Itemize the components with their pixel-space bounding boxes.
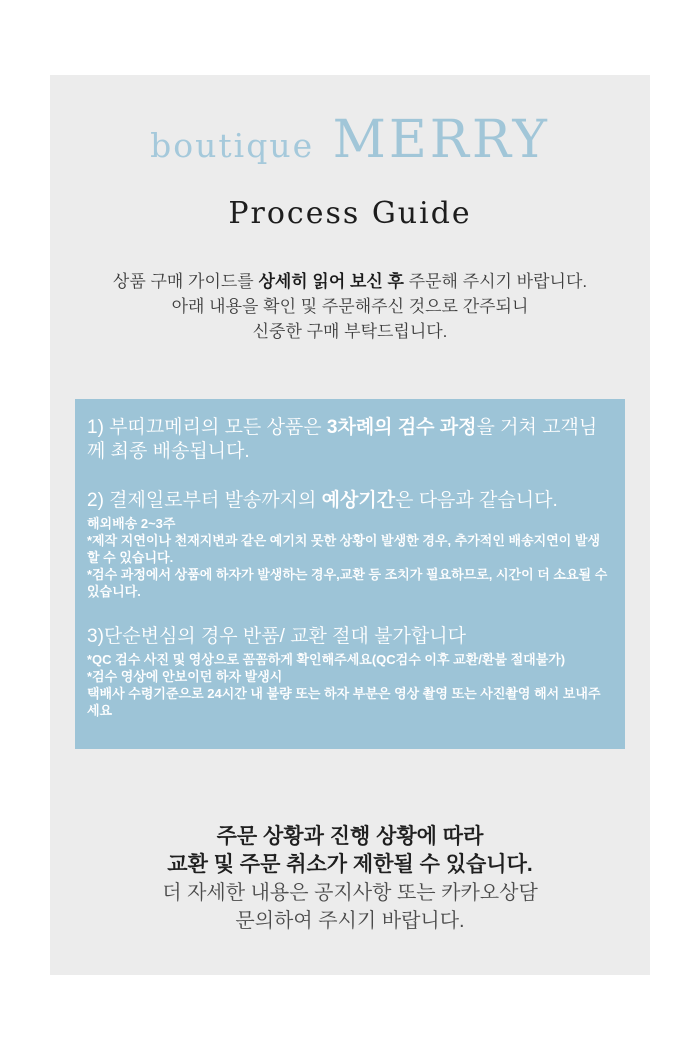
footer-notice bbox=[75, 823, 625, 935]
guide-card bbox=[50, 75, 650, 975]
intro-paragraph bbox=[75, 269, 625, 344]
notice-item-2-post: 은 다음과 같습니다. bbox=[395, 490, 558, 511]
notice-item-3-note-2: *검수 영상에 안보이던 하자 발생시 bbox=[87, 669, 283, 684]
notice-box bbox=[75, 399, 625, 749]
intro-line-1-bold: 상세히 읽어 보신 후 bbox=[258, 272, 404, 291]
notice-item-2-heading bbox=[87, 489, 611, 513]
notice-item-1-heading bbox=[87, 416, 611, 464]
footer-gray-line-1: 더 자세한 내용은 공지사항 또는 카카오상담 bbox=[162, 882, 538, 904]
footer-gray-line-2: 문의하여 주시기 바랍니다. bbox=[235, 910, 465, 932]
notice-item-2-note-1: 해외배송 2~3주 bbox=[87, 516, 176, 531]
notice-item-3 bbox=[87, 625, 611, 719]
notice-item-1-bold: 3차례의 검수 과정 bbox=[326, 417, 477, 438]
footer-bold-line-2: 교환 및 주문 취소가 제한될 수 있습니다. bbox=[167, 853, 533, 876]
intro-line-1-post: 주문해 주시기 바랍니다. bbox=[403, 272, 588, 291]
brand-merry: MERRY bbox=[332, 110, 550, 170]
notice-item-2-note-2: *제작 지연이나 천재지변과 같은 예기치 못한 상황이 발생한 경우, 추가적인 배송지연이 발생할 수 있습니다. bbox=[87, 533, 601, 565]
intro-line-2: 아래 내용을 확인 및 주문해주신 것으로 간주되니 bbox=[171, 297, 529, 316]
notice-item-1 bbox=[87, 416, 611, 464]
intro-line-3: 신중한 구매 부탁드립니다. bbox=[252, 322, 448, 341]
notice-item-1-post: 을 거쳐 고객님께 최종 배송됩니다. bbox=[87, 417, 598, 462]
notice-item-2-note-3: *검수 과정에서 상품에 하자가 발생하는 경우,교환 등 조치가 필요하므로, 시간이 더 소요될 수 있습니다. bbox=[87, 567, 608, 599]
footer-bold-line-1: 주문 상황과 진행 상황에 따라 bbox=[216, 825, 484, 848]
brand-title bbox=[75, 110, 625, 180]
notice-item-3-note-3: 택배사 수령기준으로 24시간 내 불량 또는 하자 부분은 영상 촬영 또는 사진촬영 해서 보내주세요 bbox=[87, 686, 601, 718]
notice-item-2-bold: 예상기간 bbox=[321, 490, 396, 511]
notice-item-1-pre: 1) 부띠끄메리의 모든 상품은 bbox=[87, 417, 327, 438]
page-title: Process Guide bbox=[228, 196, 472, 231]
brand-boutique: boutique bbox=[150, 126, 315, 165]
intro-line-1 bbox=[75, 269, 625, 294]
notice-item-3-note-1: *QC 검수 사진 및 영상으로 꼼꼼하게 확인해주세요(QC검수 이후 교환/환불 절대불가) bbox=[87, 652, 566, 667]
intro-line-1-pre: 상품 구매 가이드를 bbox=[112, 272, 259, 291]
notice-item-2-pre: 2) 결제일로부터 발송까지의 bbox=[87, 490, 322, 511]
notice-item-3-notes bbox=[87, 651, 611, 719]
notice-item-3-heading: 3)단순변심의 경우 반품/ 교환 절대 불가합니다 bbox=[87, 626, 466, 647]
notice-item-2-notes bbox=[87, 515, 611, 600]
notice-item-2 bbox=[87, 489, 611, 600]
